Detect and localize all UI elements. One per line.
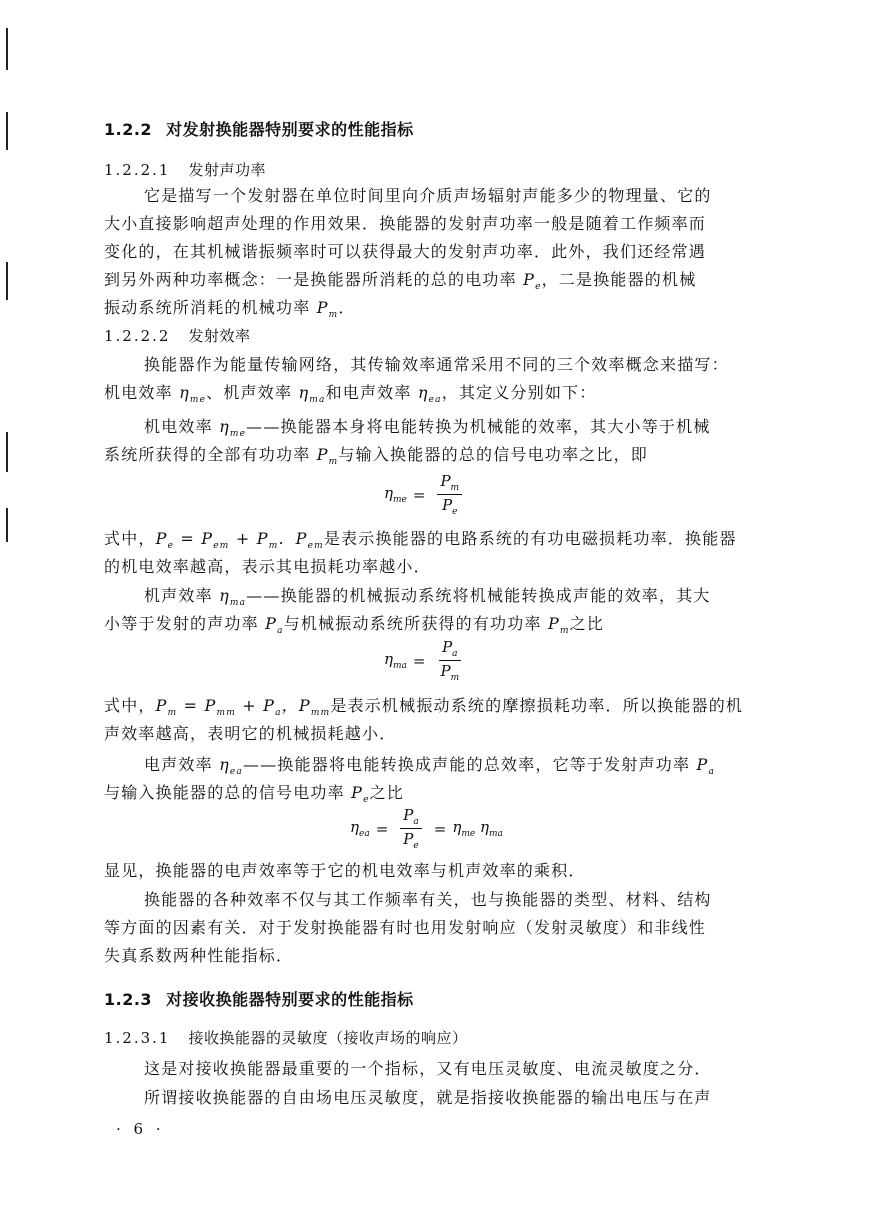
paragraph-line: 它是描写一个发射器在单位时间里向介质声场辐射声能多少的物理量、它的 bbox=[144, 186, 712, 205]
symbol-pm: $P_m$ bbox=[310, 298, 339, 321]
paragraph-line: 大小直接影响超声处理的作用效果．换能器的发射声功率一般是随着工作频率而 bbox=[104, 214, 707, 233]
paragraph-line: 机声效率 $\eta_{ma}——$换能器的机械振动系统将机械能转换成声能的效率，其大 bbox=[144, 586, 711, 609]
scan-edge-mark bbox=[6, 112, 8, 150]
subsection-heading bbox=[104, 325, 251, 346]
equation-eta-ma: $\eta_{ma}$ = $\frac{P_a}{P_m}$ bbox=[384, 638, 460, 683]
paragraph-line: 声效率越高，表明它的机械损耗越小． bbox=[104, 724, 397, 743]
section-title: 对接收换能器特别要求的性能指标 bbox=[166, 990, 414, 1009]
subsection-heading bbox=[104, 1027, 468, 1048]
paragraph-line: 机电效率 $\eta_{me}$、机声效率 $\eta_{ma}$和电声效率 $\eta_{ea}$，其定义分别如下： bbox=[104, 383, 597, 406]
paragraph-line: 显见，换能器的电声效率等于它的机电效率与机声效率的乘积． bbox=[104, 861, 586, 880]
paragraph-line: 机电效率 $\eta_{me}——$换能器本身将电能转换为机械能的效率，其大小等于机械 bbox=[144, 417, 711, 440]
paragraph-line: 变化的，在其机械谐振频率时可以获得最大的发射声功率．此外，我们还经常遇 bbox=[104, 242, 707, 261]
paragraph-line: 振动系统所消耗的机械功率 $P_m$． bbox=[104, 298, 356, 321]
subsection-number: 1.2.3.1 bbox=[104, 1029, 171, 1047]
paragraph-line: 系统所获得的全部有功功率 $P_m$与输入换能器的总的信号电功率之比，即 bbox=[104, 445, 649, 468]
paragraph-line: 失真系数两种性能指标． bbox=[104, 946, 294, 965]
paragraph-line: 与输入换能器的总的信号电功率 $P_e$之比 bbox=[104, 783, 405, 806]
section-number: 1.2.3 bbox=[104, 990, 153, 1009]
paragraph-line: 电声效率 $\eta_{ea}——$换能器将电能转换成声能的总效率，它等于发射声功率 $P_a$ bbox=[144, 755, 716, 778]
page-number: · 6 · bbox=[116, 1120, 165, 1138]
subsection-title: 发射效率 bbox=[188, 327, 251, 345]
symbol-pe: $P_e$ bbox=[516, 270, 542, 293]
paragraph-line: 的机电效率越高，表示其电损耗功率越小． bbox=[104, 557, 431, 576]
scan-edge-mark bbox=[6, 28, 8, 70]
section-heading bbox=[104, 987, 414, 1010]
scan-edge-mark bbox=[6, 262, 8, 300]
subsection-number: 1.2.2.2 bbox=[104, 327, 171, 345]
section-heading bbox=[104, 117, 414, 140]
section-number: 1.2.2 bbox=[104, 120, 153, 139]
equation-eta-ea: $\eta_{ea}$ = $\frac{P_a}{P_e}$ = $\eta_{me}$ $\eta_{ma}$ bbox=[350, 806, 503, 851]
subsection-number: 1.2.2.1 bbox=[104, 161, 171, 179]
paragraph-line: 式中，$P_m = P_{mm} + P_a$，$P_{mm}$是表示机械振动系统的摩擦损耗功率．所以换能器的机 bbox=[104, 696, 744, 719]
paragraph-line: 换能器的各种效率不仅与其工作频率有关，也与换能器的类型、材料、结构 bbox=[144, 890, 712, 909]
paragraph-line: 等方面的因素有关．对于发射换能器有时也用发射响应（发射灵敏度）和非线性 bbox=[104, 918, 707, 937]
subsection-heading bbox=[104, 159, 266, 180]
scan-edge-mark bbox=[6, 432, 8, 472]
subsection-title: 接收换能器的灵敏度（接收声场的响应） bbox=[188, 1029, 468, 1047]
paragraph-line: 这是对接收换能器最重要的一个指标，又有电压灵敏度、电流灵敏度之分． bbox=[144, 1059, 712, 1078]
paragraph-line: 所谓接收换能器的自由场电压灵敏度，就是指接收换能器的输出电压与在声 bbox=[144, 1088, 712, 1107]
subsection-title: 发射声功率 bbox=[188, 161, 266, 179]
paragraph-line: 式中，$P_e = P_{em} + P_m$．$P_{em}$是表示换能器的电路系统的有功电磁损耗功率．换能器 bbox=[104, 529, 737, 552]
section-title: 对发射换能器特别要求的性能指标 bbox=[166, 120, 414, 139]
scan-edge-mark bbox=[6, 508, 8, 542]
equation-eta-me: $\eta_{me}$ = $\frac{P_m}{P_e}$ bbox=[384, 472, 468, 517]
paragraph-line: 小等于发射的声功率 $P_a$与机械振动系统所获得的有功功率 $P_m$之比 bbox=[104, 614, 605, 637]
paragraph-line: 换能器作为能量传输网络，其传输效率通常采用不同的三个效率概念来描写： bbox=[144, 355, 729, 374]
paragraph-line: 到另外两种功率概念：一是换能器所消耗的总的电功率 $P_e$，二是换能器的机械 bbox=[104, 270, 697, 293]
